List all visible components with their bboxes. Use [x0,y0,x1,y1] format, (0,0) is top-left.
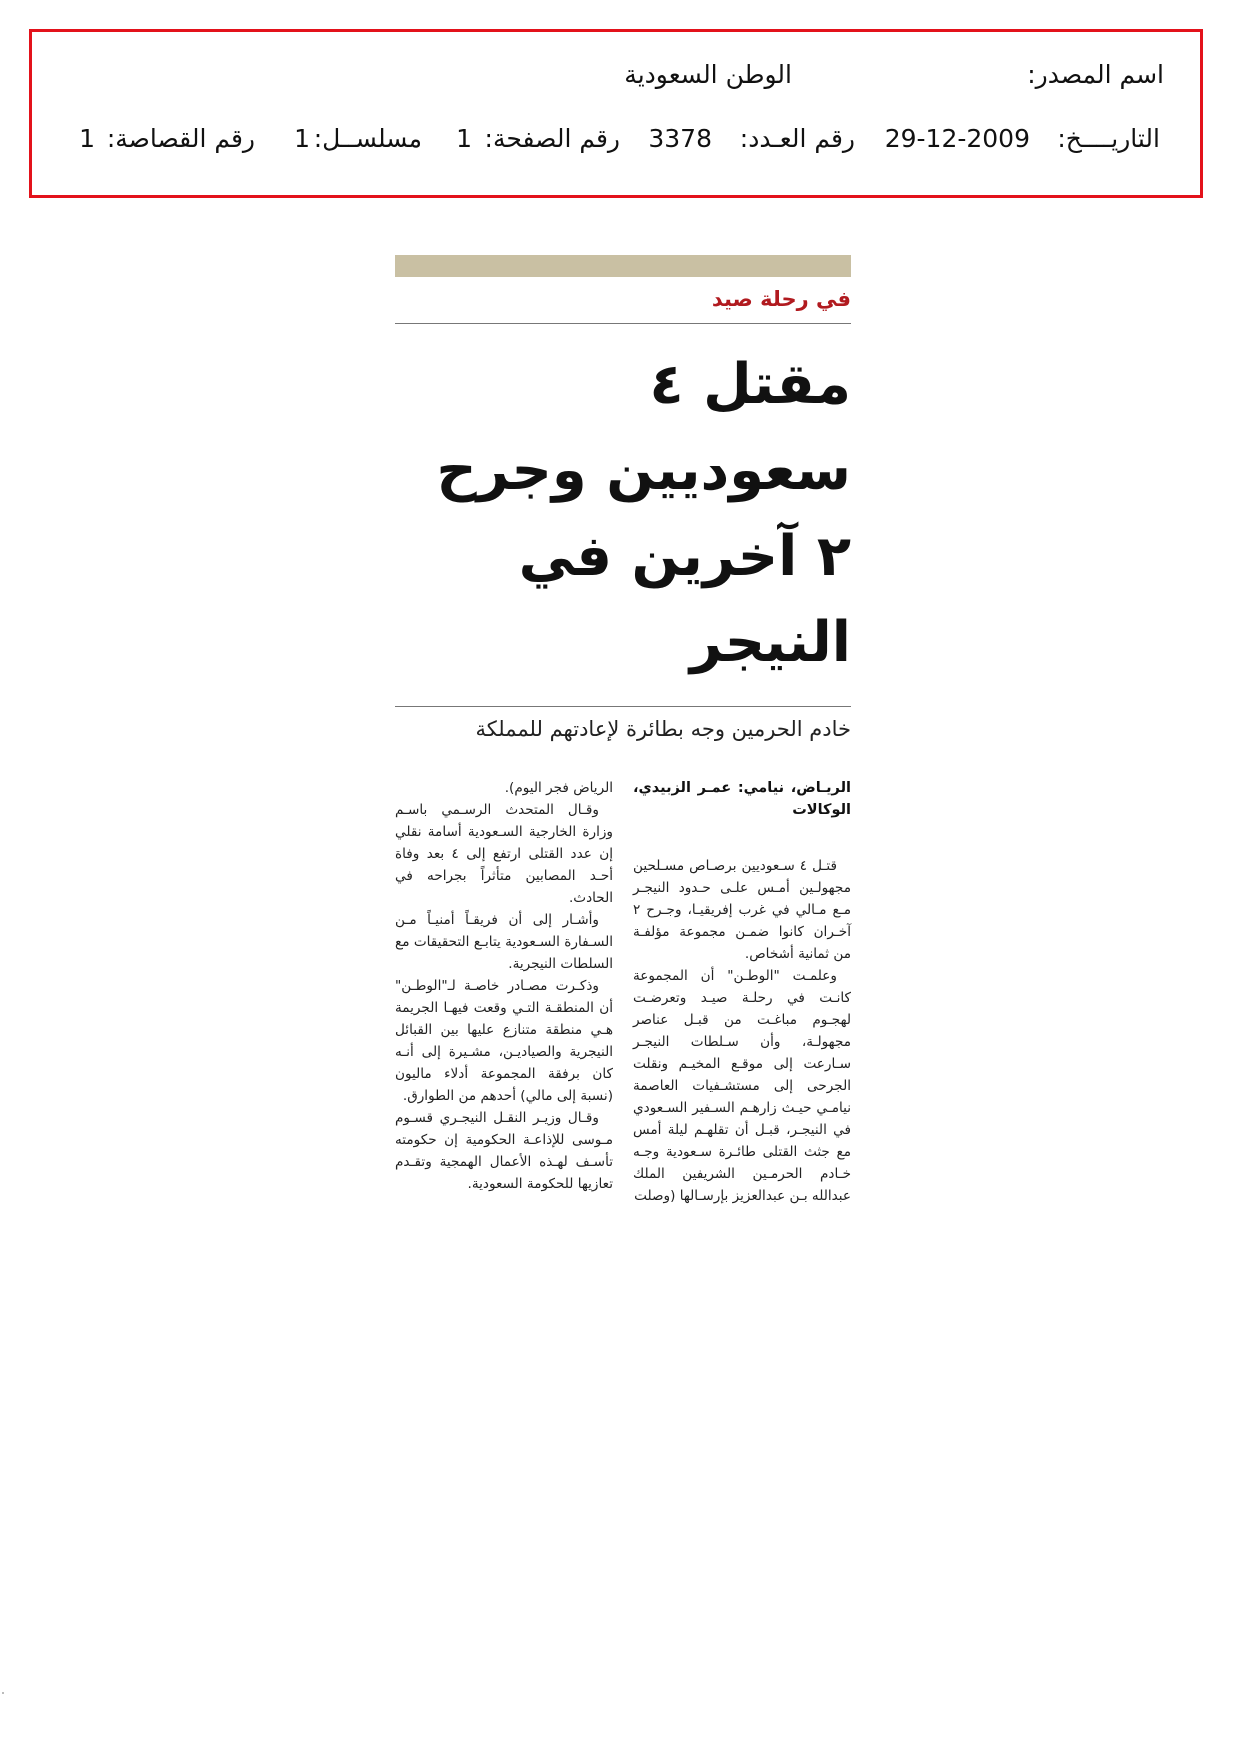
kicker-bar [395,255,851,277]
article-headline [395,342,851,686]
page-value: 1 [456,124,472,153]
issue-label: رقم العـدد: [739,124,855,153]
divider [395,323,851,324]
article-column-right [633,777,851,1207]
paragraph: وعلمـت "الوطـن" أن المجموعة كانـت في رحلـة صيـد وتعرضـت لهجـوم مباغـت من قبـل عناصر مجهولـة، وأن سـلطات النيجـر سـارعت إلى موقـع المخيـم ونقلت الجرحى إلى مستشـفيات العاصمة نيامـي حيـث زارهـم السـفير السـعودي في النيجـر، قبـل أن تقلهـم ليلة أمس مع جثث القتلى طائـرة سـعودية وجـه خـادم الحرمـين الشريفين الملك عبدالله بـن عبدالعزيز بإرسـالها (وصلت [633,968,851,1204]
serial-label: مسلســل: [313,124,422,153]
date-label: التاريــــخ: [1057,124,1160,153]
article-body [395,777,851,1257]
issue-value: 3378 [648,124,712,153]
paragraph: وقـال المتحدث الرسـمي باسـم وزارة الخارجية السـعودية أسامة نقلي إن عدد القتلى ارتفع إلى ٤ بعد وفاة أحـد المصابين متأثراً بجراحه في الحادث. [395,802,613,906]
headline-line-2: ٢ آخرين في النيجر [518,524,851,675]
clip-label: رقم القصاصة: [106,124,255,153]
newspaper-article [395,255,851,1257]
paragraph: الرياض فجر اليوم). [504,780,613,796]
clip-value: 1 [79,124,95,153]
scan-speck [2,1692,4,1694]
source-value: الوطن السعودية [624,60,792,89]
article-column-left [395,777,613,1195]
metadata-row-details [32,124,1200,164]
headline-line-1: مقتل ٤ سعوديين وجرح [436,352,851,503]
paragraph: قتـل ٤ سـعوديين برصـاص مسـلحين مجهولـين أمـس علـى حـدود النيجـر مـع مـالي في غرب إفريقيـا، وجـرح ٢ آخـران كانوا ضمـن مجموعة مؤلفـة من ثمانية أشخاص. [633,858,851,962]
paragraph: وأشـار إلى أن فريقـاً أمنيـاً مـن السـفارة السـعودية يتابـع التحقيقات مع السلطات النيجرية. [395,912,613,972]
source-label: اسم المصدر: [1027,60,1164,89]
metadata-row-source [32,60,1200,100]
article-subhead: خادم الحرمين وجه بطائرة لإعادتهم للمملكة [475,717,851,741]
paragraph: وقـال وزيـر النقـل النيجـري قسـوم مـوسى للإذاعـة الحكومية إن حكومته تأسـف لهـذه الأعمال الهمجية وتقـدم تعازيها للحكومة السعودية. [395,1110,613,1192]
paragraph: وذكـرت مصـادر خاصـة لـ"الوطـن" أن المنطقـة التـي وقعت فيهـا الجريمة هـي منطقة متنازع عليها بين القبائل النيجرية والصياديـن، مشـيرة إلى أنـه كان برفقة المجموعة أدلاء ماليون (نسبة إلى مالي) أحدهم من الطوارق. [395,978,613,1104]
divider [395,706,851,707]
article-kicker: في رحلة صيد [711,287,851,311]
serial-value: 1 [294,124,310,153]
date-value: 29-12-2009 [884,124,1030,153]
article-byline: الريـاض، نيامي: عمـر الزبيدي، الوكالات [633,780,851,818]
page-label: رقم الصفحة: [484,124,620,153]
clipping-metadata-box [29,29,1203,198]
